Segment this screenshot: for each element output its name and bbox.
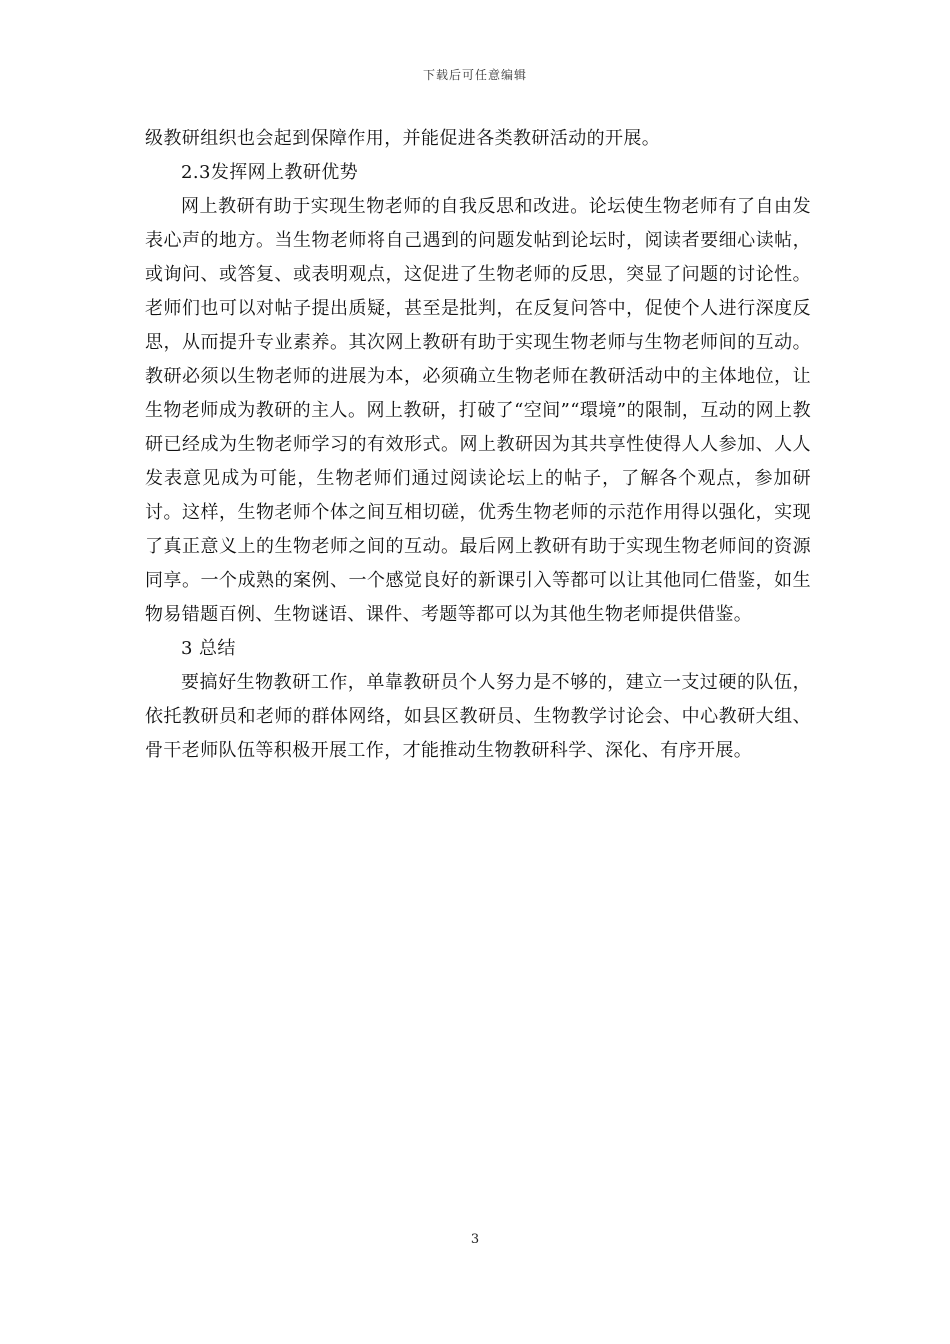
document-body (145, 122, 811, 768)
section-heading-2-3: 2.3发挥网上教研优势 (181, 162, 359, 183)
paragraph-continuation: 级教研组织也会起到保障作用，并能促进各类教研活动的开展。 (145, 128, 661, 149)
paragraph-summary: 要搞好生物教研工作，单靠教研员个人努力是不够的，建立一支过硬的队伍，依托教研员和老师的群体网络，如县区教研员、生物教学讨论会、中心教研大组、骨干老师队伍等积极开展工作，才能推动生物教研科学、深化、有序开展。 (145, 672, 811, 761)
page-number: 3 (470, 1232, 480, 1247)
section-heading-3: 3 总结 (181, 638, 236, 659)
paragraph-online-research: 网上教研有助于实现生物老师的自我反思和改进。论坛使生物老师有了自由发表心声的地方。当生物老师将自己遇到的问题发帖到论坛时，阅读者要细心读帖，或询问、或答复、或表明观点，这促进了生物老师的反思，突显了问题的讨论性。老师们也可以对帖子提出质疑，甚至是批判，在反复问答中，促使个人进行深度反思，从而提升专业素养。其次网上教研有助于实现生物老师与生物老师间的互动。教研必须以生物老师的进展为本，必须确立生物老师在教研活动中的主体地位，让生物老师成为教研的主人。网上教研，打破了“空间”“環境”的限制，互动的网上教研已经成为生物老师学习的有效形式。网上教研因为其共享性使得人人参加、人人发表意见成为可能，生物老师们通过阅读论坛上的帖子，了解各个观点，参加研讨。这样，生物老师个体之间互相切磋，优秀生物老师的示范作用得以强化，实现了真正意义上的生物老师之间的互动。最后网上教研有助于实现生物老师间的资源同享。一个成熟的案例、一个感觉良好的新课引入等都可以让其他同仁借鉴，如生物易错题百例、生物谜语、课件、考题等都可以为其他生物老师提供借鉴。 (145, 196, 811, 625)
header-note: 下载后可任意编辑 (422, 68, 527, 82)
